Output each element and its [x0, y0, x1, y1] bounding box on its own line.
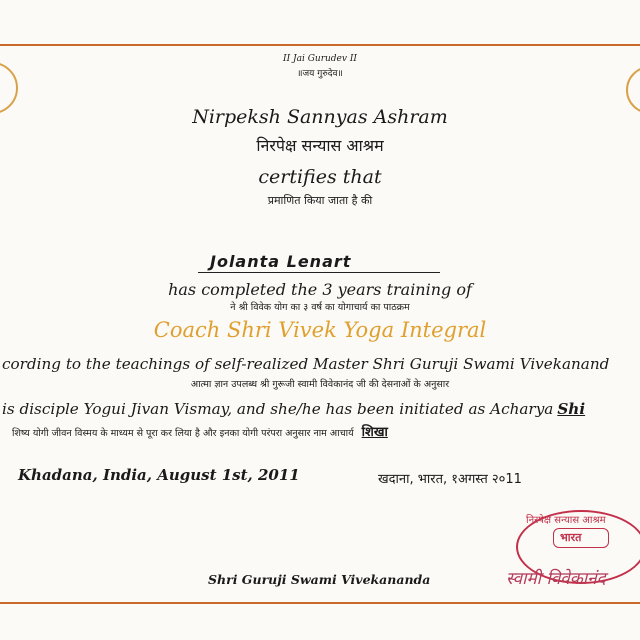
certifies-english: certifies that — [258, 166, 382, 188]
certifies-hindi: प्रमाणित किया जाता है की — [267, 194, 373, 207]
top-border-line — [0, 44, 640, 46]
ashram-name-hindi: निरपेक्ष सन्यास आश्रम — [256, 136, 384, 155]
disciple-english — [2, 400, 585, 418]
place-date-hindi: खदाना, भारत, १अगस्त २०11 — [378, 472, 522, 487]
stamp-top-text: निरपेक्ष सन्यास आश्रम — [526, 515, 606, 526]
ashram-name-english: Nirpeksh Sannyas Ashram — [192, 106, 448, 128]
invocation-hindi: ॥जय गुरुदेव॥ — [297, 69, 343, 79]
signatory-name: Shri Guruji Swami Vivekananda — [208, 572, 431, 587]
name-underline — [198, 272, 440, 273]
disciple-hindi-text: शिष्य योगी जीवन विस्मय के माध्यम से पूरा कर लिया है और इनका योगी परंपरा अनुसार नाम आचार्य — [12, 428, 354, 439]
bottom-border-line — [0, 602, 640, 604]
stamp-center-text: भारत — [560, 531, 582, 544]
training-hindi: ने श्री विवेक योग का ३ वर्ष का योगाचार्य का पाठक्रम — [230, 302, 410, 313]
handwritten-signature: स्वामी विवेकानंद — [506, 569, 606, 589]
acharya-name-english: Shi — [557, 400, 586, 418]
place-date-english: Khadana, India, August 1st, 2011 — [18, 466, 300, 484]
invocation-english: II Jai Gurudev II — [283, 54, 357, 64]
teachings-hindi: आत्मा ज्ञान उपलब्ध श्री गुरूजी स्वामी विवेकानंद जी की देसनाओं के अनुसार — [190, 379, 450, 390]
training-english: has completed the 3 years training of — [168, 280, 472, 299]
disciple-english-text: is disciple Yogui Jivan Vismay, and she/he has been initiated as Acharya — [2, 400, 554, 418]
acharya-name-hindi: शिखा — [361, 425, 388, 440]
recipient-name: Jolanta Lenart — [210, 252, 352, 271]
course-title: Coach Shri Vivek Yoga Integral — [153, 318, 487, 342]
disciple-hindi — [12, 422, 388, 440]
teachings-english: cording to the teachings of self-realized Master Shri Guruji Swami Vivekanand — [2, 355, 610, 373]
